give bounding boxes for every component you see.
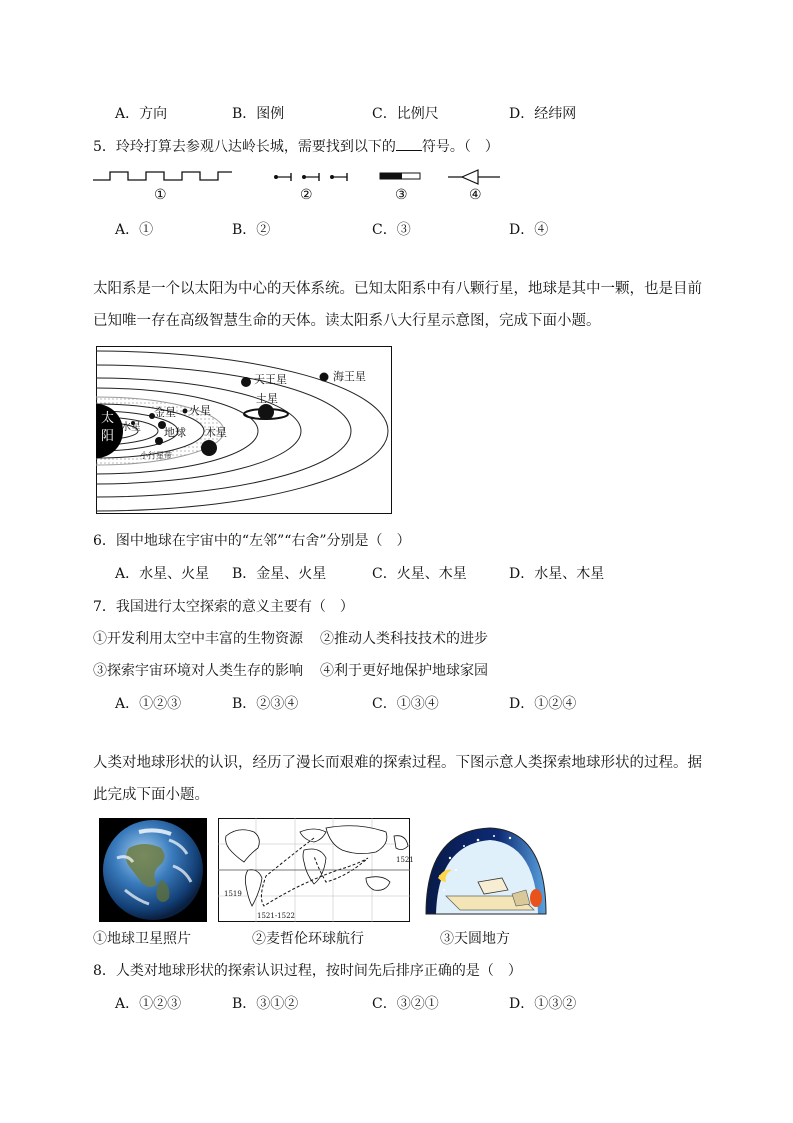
scale-bar-symbol [380, 173, 420, 179]
mercury-label: 水星 [121, 422, 141, 433]
map-symbols [90, 164, 510, 186]
caption-round-sky: ③天圆地方 [440, 931, 510, 947]
great-wall-symbol [93, 172, 232, 180]
q8-stem: 8．人类对地球形状的探索认识过程，按时间先后排序正确的是（ ） [93, 963, 522, 979]
q6-option-a[interactable]: A．水星、火星 [115, 566, 210, 582]
uranus-label: 天王星 [254, 373, 287, 386]
venus-label: 金星 [154, 406, 176, 419]
magellan-voyage-map [218, 818, 410, 922]
q8-option-a[interactable]: A．①②③ [115, 996, 182, 1012]
round-sky-square-earth [420, 818, 550, 922]
arrow-symbol [448, 170, 500, 184]
q5-option-b[interactable]: B．② [232, 222, 271, 238]
q4-option-c[interactable]: C．比例尺 [372, 106, 439, 122]
q7-item-1: ①开发利用太空中丰富的生物资源 [93, 631, 303, 647]
earth-satellite-photo [99, 818, 207, 922]
jupiter-label: 木星 [205, 426, 227, 439]
earth-dot-2 [155, 437, 163, 445]
q6-option-c[interactable]: C．火星、木星 [372, 566, 467, 582]
q5-option-c[interactable]: C．③ [372, 222, 411, 238]
neptune-dot [320, 373, 329, 382]
q5-stem-after: 符号。（ ） [421, 139, 499, 155]
map-year-3: 1521 [396, 856, 414, 864]
saturn-dot [258, 404, 274, 420]
earth-label: 地球 [164, 426, 186, 439]
q6-option-d[interactable]: D．水星、木星 [509, 566, 605, 582]
dotted-line-symbol [274, 173, 347, 181]
q7-option-b[interactable]: B．②③④ [232, 696, 299, 712]
neptune-label: 海王星 [333, 370, 366, 383]
q7-option-d[interactable]: D．①②④ [509, 696, 577, 712]
solar-intro: 太阳系是一个以太阳为中心的天体系统。已知太阳系中有八颗行星，地球是其中一颗，也是目前已知唯一存在高级智慧生命的天体。读太阳系八大行星示意图，完成下面小题。 [93, 281, 702, 329]
sun-label-2: 阳 [101, 429, 115, 444]
q8-option-d[interactable]: D．①③② [509, 996, 577, 1012]
q7-stem: 7．我国进行太空探索的意义主要有（ ） [93, 599, 354, 615]
symbol-label-1: ① [154, 187, 167, 203]
earth-intro: 人类对地球形状的认识，经历了漫长而艰难的探索过程。下图示意人类探索地球形状的过程。据此完成下面小题。 [93, 755, 702, 803]
q7-option-a[interactable]: A．①②③ [115, 696, 182, 712]
mars-dot [183, 409, 188, 414]
map-year-1: 1519 [224, 890, 242, 898]
q5-stem [93, 136, 499, 156]
q7-option-c[interactable]: C．①③④ [372, 696, 439, 712]
q5-blank [396, 138, 422, 151]
mars-label: 火星 [189, 404, 211, 417]
q6-stem: 6．图中地球在宇宙中的“左邻”“右舍”分别是（ ） [93, 533, 411, 549]
symbol-label-3: ③ [395, 187, 408, 203]
q7-item-4: ④利于更好地保护地球家园 [320, 663, 488, 679]
asteroid-belt-label: 小行星带 [140, 451, 172, 460]
q7-item-3: ③探索宇宙环境对人类生存的影响 [93, 663, 303, 679]
q8-option-b[interactable]: B．③①② [232, 996, 299, 1012]
uranus-dot [241, 377, 251, 387]
caption-magellan: ②麦哲伦环球航行 [252, 931, 364, 947]
q6-option-b[interactable]: B．金星、火星 [232, 566, 327, 582]
q4-option-b[interactable]: B．图例 [232, 106, 285, 122]
caption-earth-photo: ①地球卫星照片 [93, 931, 191, 947]
symbol-label-2: ② [300, 187, 313, 203]
symbol-label-4: ④ [469, 187, 482, 203]
q5-stem-before: 5．玲玲打算去参观八达岭长城，需要找到以下的 [93, 139, 396, 155]
q5-option-d[interactable]: D．④ [509, 222, 549, 238]
q5-option-a[interactable]: A．① [115, 222, 154, 238]
q4-option-d[interactable]: D．经纬网 [509, 106, 577, 122]
q8-option-c[interactable]: C．③②① [372, 996, 439, 1012]
map-year-2: 1521-1522 [257, 912, 295, 920]
saturn-label: 土星 [256, 392, 278, 405]
q4-option-a[interactable]: A．方向 [115, 106, 168, 122]
jupiter-dot [201, 440, 217, 456]
sun-label-1: 太 [101, 411, 115, 426]
q7-item-2: ②推动人类科技技术的进步 [320, 631, 488, 647]
